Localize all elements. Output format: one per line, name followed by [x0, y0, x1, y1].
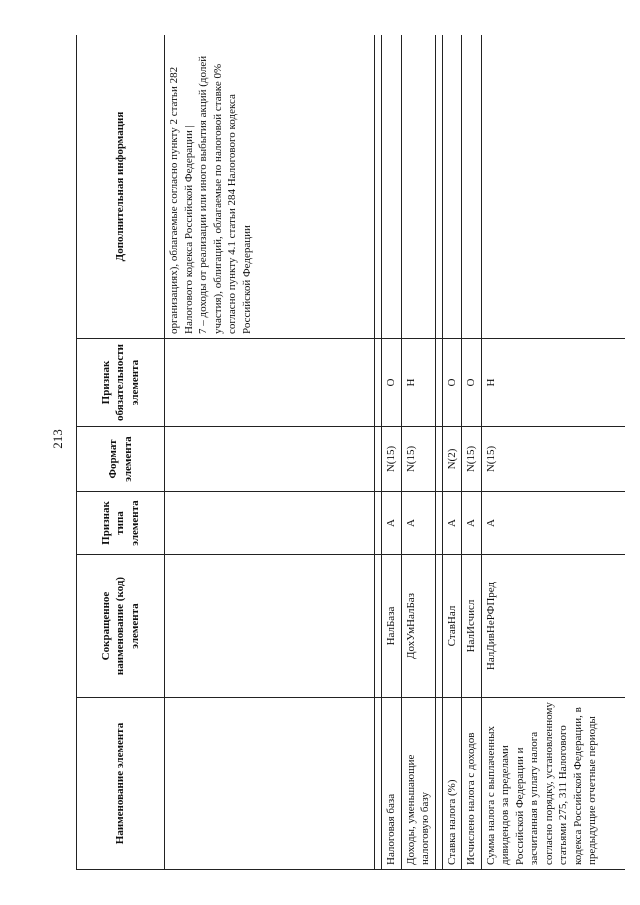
element-type: А — [462, 492, 482, 555]
table-row — [462, 35, 482, 870]
element-code: СтавНал — [442, 555, 462, 698]
element-required: Н — [401, 339, 435, 427]
element-name: Сумма налога с выплаченных дивидендов за пределами Российской Федерации и засчитанная в уплату налога согласно порядку, установленному статьями 275, 311 Налогового кодекса Российской Федерации, в предыдущие отчетные периоды — [481, 698, 625, 870]
element-format: N(15) — [382, 427, 402, 492]
element-code: НалИсчисл — [462, 555, 482, 698]
element-info — [382, 35, 402, 339]
element-required: О — [462, 339, 482, 427]
element-required: Н — [481, 339, 625, 427]
table-row — [401, 35, 435, 870]
table-row — [442, 35, 462, 870]
element-name: Исчислено налога с доходов — [462, 698, 482, 870]
element-type: А — [382, 492, 402, 555]
element-format: N(15) — [401, 427, 435, 492]
element-name: Налоговая база — [382, 698, 402, 870]
table-row-continuation — [165, 35, 375, 870]
element-type: А — [481, 492, 625, 555]
element-code: НалБаза — [382, 555, 402, 698]
element-format: N(15) — [462, 427, 482, 492]
header-element-required: Признак обязательности элемента — [77, 339, 165, 427]
header-element-format: Формат элемента — [77, 427, 165, 492]
rotated-table-container — [76, 35, 625, 870]
elements-table — [76, 35, 625, 870]
element-format: N(2) — [442, 427, 462, 492]
element-required: О — [382, 339, 402, 427]
header-element-name: Наименование элемента — [77, 698, 165, 870]
element-type: А — [401, 492, 435, 555]
element-name: Доходы, уменьшающие налоговую базу — [401, 698, 435, 870]
element-code: НалДивНеРФПред — [481, 555, 625, 698]
element-info — [401, 35, 435, 339]
continuation-info: организациях), облагаемые согласно пункту 2 статьи 282 Налогового кодекса Российской Федерации | 7 – доходы от реализации или иного выбытия акций (долей участия), облигаций, облагаемые по налоговой ставке 0% согласно пункту 4.1 статьи 284 Налогового кодекса Российской Федерации — [165, 35, 375, 339]
table-row-separator — [375, 35, 382, 870]
element-info — [462, 35, 482, 339]
element-type: А — [442, 492, 462, 555]
element-info — [481, 35, 625, 339]
element-name: Ставка налога (%) — [442, 698, 462, 870]
header-element-type: Признак типа элемента — [77, 492, 165, 555]
table-row-separator — [435, 35, 442, 870]
table-header-row — [77, 35, 165, 870]
table-row — [382, 35, 402, 870]
header-additional-info: Дополнительная информация — [77, 35, 165, 339]
table-row — [481, 35, 625, 870]
element-code: ДохУмНалБаз — [401, 555, 435, 698]
element-format: N(15) — [481, 427, 625, 492]
page-number: 213 — [50, 429, 65, 449]
header-element-code: Сокращенное наименование (код) элемента — [77, 555, 165, 698]
element-required: О — [442, 339, 462, 427]
element-info — [442, 35, 462, 339]
